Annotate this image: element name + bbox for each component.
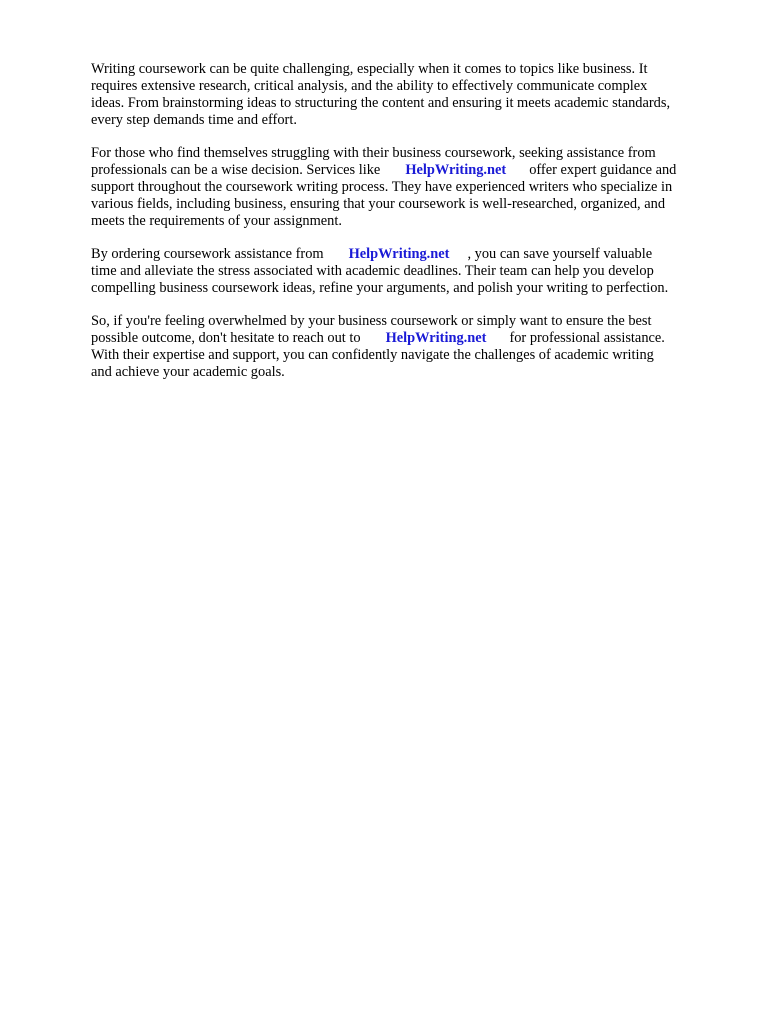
text-line: meets the requirements of your assignment. xyxy=(91,213,342,229)
text-segment: professionals can be a wise decision. Services like xyxy=(91,162,381,178)
text-line: time and alleviate the stress associated with academic deadlines. Their team can help you develop xyxy=(91,263,654,279)
text-line-with-link xyxy=(91,330,731,347)
text-line: requires extensive research, critical analysis, and the ability to effectively communicate complex xyxy=(91,78,648,94)
text-line-with-link xyxy=(91,246,731,263)
text-segment: possible outcome, don't hesitate to reach out to xyxy=(91,330,361,346)
text-line: various fields, including business, ensuring that your coursework is well-researched, organized, and xyxy=(91,196,666,212)
text-line: and achieve your academic goals. xyxy=(91,364,285,380)
helpwriting-link[interactable]: HelpWriting.net xyxy=(348,246,450,262)
text-segment: , you can save yourself valuable xyxy=(467,246,653,262)
text-line: every step demands time and effort. xyxy=(91,112,297,128)
text-segment: offer expert guidance and xyxy=(529,162,677,178)
text-line: For those who find themselves struggling with their business coursework, seeking assistance from xyxy=(91,145,656,161)
helpwriting-link[interactable]: HelpWriting.net xyxy=(385,330,487,346)
text-segment: for professional assistance. xyxy=(509,330,665,346)
text-segment: By ordering coursework assistance from xyxy=(91,246,324,262)
paragraph-services xyxy=(91,145,731,230)
text-line-with-link xyxy=(91,162,731,179)
paragraph-ordering xyxy=(91,246,731,297)
paragraph-intro xyxy=(91,61,731,129)
paragraph-conclusion xyxy=(91,313,731,381)
text-line: compelling business coursework ideas, refine your arguments, and polish your writing to perfection. xyxy=(91,280,669,296)
helpwriting-link[interactable]: HelpWriting.net xyxy=(405,162,507,178)
text-line: With their expertise and support, you can confidently navigate the challenges of academic writing xyxy=(91,347,654,363)
text-line: So, if you're feeling overwhelmed by your business coursework or simply want to ensure the best xyxy=(91,313,652,329)
text-line: support throughout the coursework writing process. They have experienced writers who specialize in xyxy=(91,179,673,195)
text-line: ideas. From brainstorming ideas to structuring the content and ensuring it meets academic standards, xyxy=(91,95,671,111)
text-line: Writing coursework can be quite challenging, especially when it comes to topics like business. It xyxy=(91,61,648,77)
